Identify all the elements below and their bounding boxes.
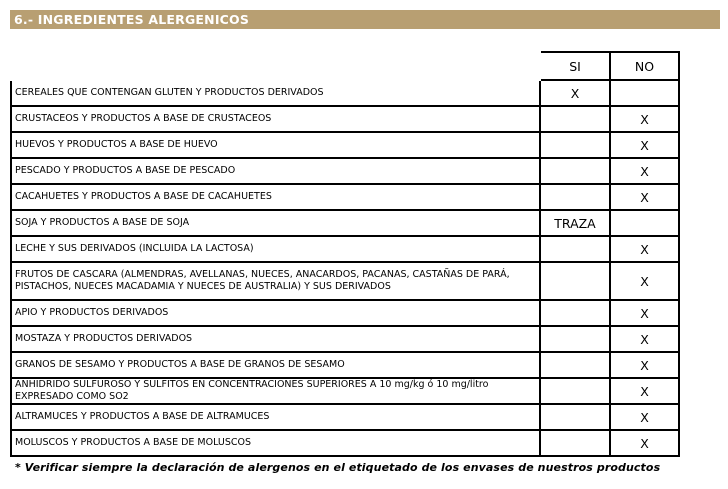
allergen-si-cell <box>541 133 611 159</box>
allergen-label: GRANOS DE SESAMO Y PRODUCTOS A BASE DE GRANOS DE SESAMO <box>12 353 541 379</box>
allergen-label: MOSTAZA Y PRODUCTOS DERIVADOS <box>12 327 541 353</box>
allergen-label: CEREALES QUE CONTENGAN GLUTEN Y PRODUCTOS DERIVADOS <box>12 81 541 107</box>
allergen-label: MOLUSCOS Y PRODUCTOS A BASE DE MOLUSCOS <box>12 431 541 457</box>
allergen-no-cell: X <box>611 353 680 379</box>
allergen-no-cell: X <box>611 185 680 211</box>
allergen-label: PESCADO Y PRODUCTOS A BASE DE PESCADO <box>12 159 541 185</box>
allergen-no-cell: X <box>611 133 680 159</box>
allergen-label: LECHE Y SUS DERIVADOS (INCLUIDA LA LACTOSA) <box>12 237 541 263</box>
allergen-no-cell: X <box>611 327 680 353</box>
allergen-no-cell: X <box>611 379 680 405</box>
allergen-no-cell: X <box>611 301 680 327</box>
header-corner-mask <box>10 51 541 81</box>
allergen-label: CRUSTACEOS Y PRODUCTOS A BASE DE CRUSTACEOS <box>12 107 541 133</box>
allergen-label: HUEVOS Y PRODUCTOS A BASE DE HUEVO <box>12 133 541 159</box>
allergen-si-cell <box>541 237 611 263</box>
allergen-label: APIO Y PRODUCTOS DERIVADOS <box>12 301 541 327</box>
column-header-no: NO <box>611 53 680 81</box>
allergen-si-cell <box>541 431 611 457</box>
footnote: * Verificar siempre la declaración de alergenos en el etiquetado de los envases de nuestros productos <box>15 461 661 474</box>
allergen-label: FRUTOS DE CASCARA (ALMENDRAS, AVELLANAS, NUECES, ANACARDOS, PACANAS, CASTAÑAS DE PARÁ, PISTACHOS, NUECES MACADAMIA Y NUECES DE AUSTRALIA) Y SUS DERIVADOS <box>12 263 541 301</box>
allergen-label: SOJA Y PRODUCTOS A BASE DE SOJA <box>12 211 541 237</box>
allergen-si-cell: TRAZA <box>541 211 611 237</box>
allergen-si-cell <box>541 301 611 327</box>
allergen-table <box>10 51 680 457</box>
allergen-si-cell <box>541 159 611 185</box>
allergen-no-cell: X <box>611 263 680 301</box>
allergen-si-cell <box>541 107 611 133</box>
allergen-no-cell: X <box>611 107 680 133</box>
allergen-label: ALTRAMUCES Y PRODUCTOS A BASE DE ALTRAMUCES <box>12 405 541 431</box>
allergen-no-cell: X <box>611 159 680 185</box>
allergen-no-cell: X <box>611 237 680 263</box>
allergen-no-cell <box>611 81 680 107</box>
section-title: 6.- INGREDIENTES ALERGENICOS <box>10 10 720 29</box>
allergen-si-cell <box>541 185 611 211</box>
allergen-no-cell: X <box>611 405 680 431</box>
allergen-si-cell: X <box>541 81 611 107</box>
allergen-si-cell <box>541 327 611 353</box>
allergen-no-cell: X <box>611 431 680 457</box>
allergen-label: ANHIDRIDO SULFUROSO Y SULFITOS EN CONCENTRACIONES SUPERIORES A 10 mg/kg ó 10 mg/litro EXPRESADO COMO SO2 <box>12 379 541 405</box>
allergen-si-cell <box>541 405 611 431</box>
column-header-si: SI <box>541 53 611 81</box>
allergen-si-cell <box>541 379 611 405</box>
allergen-no-cell <box>611 211 680 237</box>
allergen-label: CACAHUETES Y PRODUCTOS A BASE DE CACAHUETES <box>12 185 541 211</box>
allergen-si-cell <box>541 263 611 301</box>
allergen-si-cell <box>541 353 611 379</box>
